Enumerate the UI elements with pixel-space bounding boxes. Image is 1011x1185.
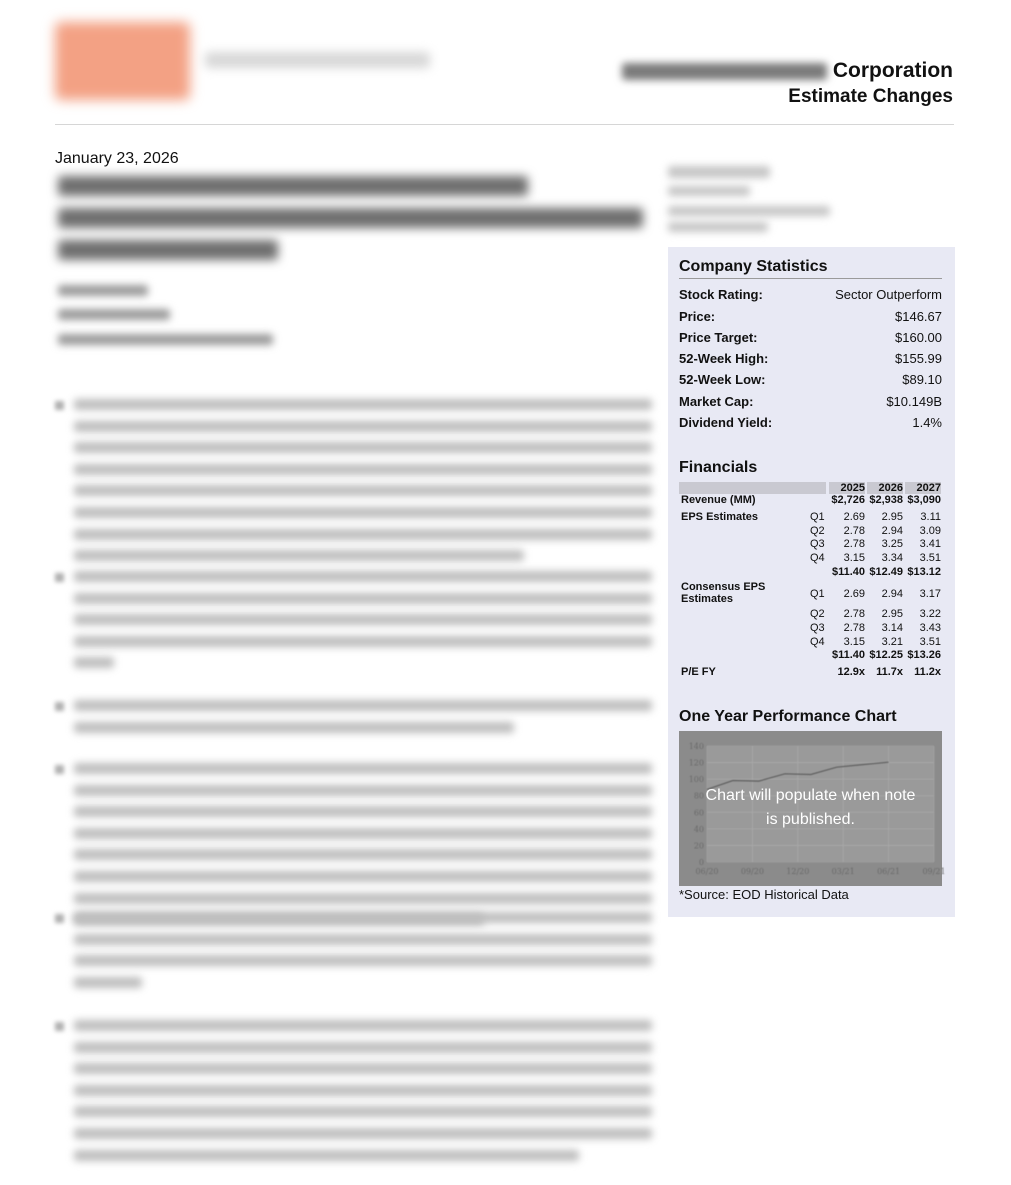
consensus-value: 3.14 [881,622,903,634]
redacted-text-line [74,1085,652,1096]
redacted-text-line [74,550,524,561]
quarter-label: Q2 [810,524,825,537]
consensus-value: 2.94 [881,588,903,600]
bullet-icon [55,573,64,582]
eps-value: 3.41 [919,538,941,551]
redacted-text-line [74,614,652,625]
consensus-total: $12.25 [869,649,903,661]
consensus-value: 3.17 [919,588,941,600]
eps-label: EPS Estimates [681,511,759,523]
y-tick-label: 120 [688,758,704,768]
eps-value: 3.51 [919,552,941,565]
performance-chart-title: One Year Performance Chart [679,708,897,725]
eps-value: 3.11 [920,511,941,523]
redacted-text-line [74,485,652,496]
redacted-text-line [74,871,652,882]
bullet-icon [55,401,64,410]
stat-row-market-cap: Market Cap: $10.149B [679,394,942,409]
author-phone [58,309,170,320]
consensus-total: $11.40 [831,649,865,661]
stat-row-dividend-yield: Dividend Yield: 1.4% [679,415,942,430]
redacted-text-line [74,571,652,582]
bullet-icon [55,914,64,923]
header-divider [55,124,954,125]
eps-value: 2.95 [881,511,903,523]
consensus-value: 2.69 [843,588,865,600]
eps-total: $11.40 [831,566,865,578]
consensus-value: 3.21 [881,636,903,648]
redacted-text-line [74,785,652,796]
chart-source: *Source: EOD Historical Data [679,887,849,902]
author-name [58,285,148,296]
x-tick-label: 06/21 [877,867,901,876]
redacted-text-line [74,529,652,540]
pe-value: 12.9x [837,666,865,678]
redacted-text-line [74,955,652,966]
y-tick-label: 60 [693,808,704,818]
note-date: January 23, 2026 [55,150,179,167]
redacted-text-line [74,1020,652,1031]
redacted-text-line [74,934,652,945]
quarter-label: Q2 [810,608,825,620]
y-tick-label: 100 [688,775,704,785]
revenue-value: $2,726 [831,494,865,506]
pe-value: 11.7x [876,666,903,678]
revenue-label: Revenue (MM) [681,494,756,506]
redacted-text-line [74,893,652,904]
financials-title: Financials [679,459,758,476]
stat-row-52-week-high: 52-Week High: $155.99 [679,351,942,366]
quarter-label: Q1 [810,511,825,523]
consensus-label: Estimates [681,593,733,605]
quarter-label: Q3 [810,538,825,551]
company-name: Corporation [622,58,953,84]
logo-tagline-redacted [205,52,430,68]
stat-row-stock-rating: Stock Rating: Sector Outperform [679,287,942,302]
x-tick-label: 12/20 [786,867,810,876]
quarter-label: Q4 [810,552,825,565]
consensus-value: 3.15 [843,636,865,648]
eps-value: 3.15 [843,552,865,565]
consensus-value: 3.22 [919,608,941,620]
redacted-text-line [74,828,652,839]
redacted-text-line [74,1063,652,1074]
redacted-text-line [74,657,114,668]
company-logo [55,22,190,100]
company-statistics-title: Company Statistics [679,258,828,275]
x-tick-label: 03/21 [831,867,855,876]
redacted-text-line [74,464,652,475]
y-tick-label: 20 [693,841,704,851]
eps-total: $12.49 [869,566,903,578]
eps-value: 2.94 [881,524,903,537]
year-header: 2025 [829,482,865,494]
redacted-text-line [74,399,652,410]
consensus-value: 2.95 [881,608,903,620]
note-title-line-3 [58,240,278,260]
revenue-value: $3,090 [907,494,941,506]
analyst-name [668,166,770,178]
consensus-label: Consensus EPS [681,581,766,593]
eps-value: 3.25 [881,538,903,551]
analyst-phone [668,186,750,196]
year-header: 2026 [867,482,903,494]
redacted-text-line [74,763,652,774]
eps-value: 2.78 [843,538,865,551]
consensus-value: 3.51 [919,636,941,648]
quarter-label: Q1 [810,588,825,600]
redacted-text-line [74,977,142,988]
consensus-value: 3.43 [919,622,941,634]
redacted-text-line [74,442,652,453]
y-tick-label: 80 [693,791,704,801]
eps-value: 3.34 [881,552,903,565]
pe-label: P/E FY [681,666,716,678]
analyst-assistant [668,222,768,232]
quarter-label: Q3 [810,622,825,634]
redacted-text-line [74,806,652,817]
financials-header-bar [679,482,826,494]
note-title-line-2 [58,208,643,228]
y-tick-label: 0 [698,858,704,867]
redacted-text-line [74,722,514,733]
revenue-value: $2,938 [869,494,903,506]
redacted-text-line [74,849,652,860]
stat-row-price-target: Price Target: $160.00 [679,330,942,345]
report-header [622,58,953,110]
stat-row-price: Price: $146.67 [679,309,942,324]
redacted-text-line [74,1128,652,1139]
pe-value: 11.2x [914,666,941,678]
bullet-icon [55,702,64,711]
redacted-text-line [74,593,652,604]
redacted-text-line [74,1106,652,1117]
y-tick-label: 140 [688,742,704,751]
x-tick-label: 09/20 [740,867,764,876]
x-tick-label: 06/20 [695,867,719,876]
consensus-value: 2.78 [843,608,865,620]
redacted-text-line [74,700,652,711]
eps-total: $13.12 [907,566,941,578]
redacted-text-line [74,636,652,647]
bullet-icon [55,765,64,774]
redacted-text-line [74,507,652,518]
redacted-text-line [74,421,652,432]
consensus-total: $13.26 [907,649,941,661]
stat-row-52-week-low: 52-Week Low: $89.10 [679,372,942,387]
eps-value: 2.69 [843,511,865,523]
analyst-email [668,206,830,216]
redacted-text-line [74,1150,579,1161]
consensus-value: 2.78 [843,622,865,634]
company-name-redacted [622,63,827,80]
redacted-text-line [74,1042,652,1053]
eps-value: 3.09 [919,524,941,537]
eps-value: 2.78 [843,524,865,537]
note-title-line-1 [58,176,528,196]
y-tick-label: 40 [693,824,704,834]
statistics-divider [679,278,942,279]
quarter-label: Q4 [810,636,825,648]
chart-placeholder-message: Chart will populate when note is published. [705,787,916,828]
x-tick-label: 09/21 [922,867,946,876]
bullet-icon [55,1022,64,1031]
author-email [58,334,273,345]
year-header: 2027 [905,482,941,494]
report-type: Estimate Changes [788,86,953,107]
redacted-text-line [74,912,652,923]
